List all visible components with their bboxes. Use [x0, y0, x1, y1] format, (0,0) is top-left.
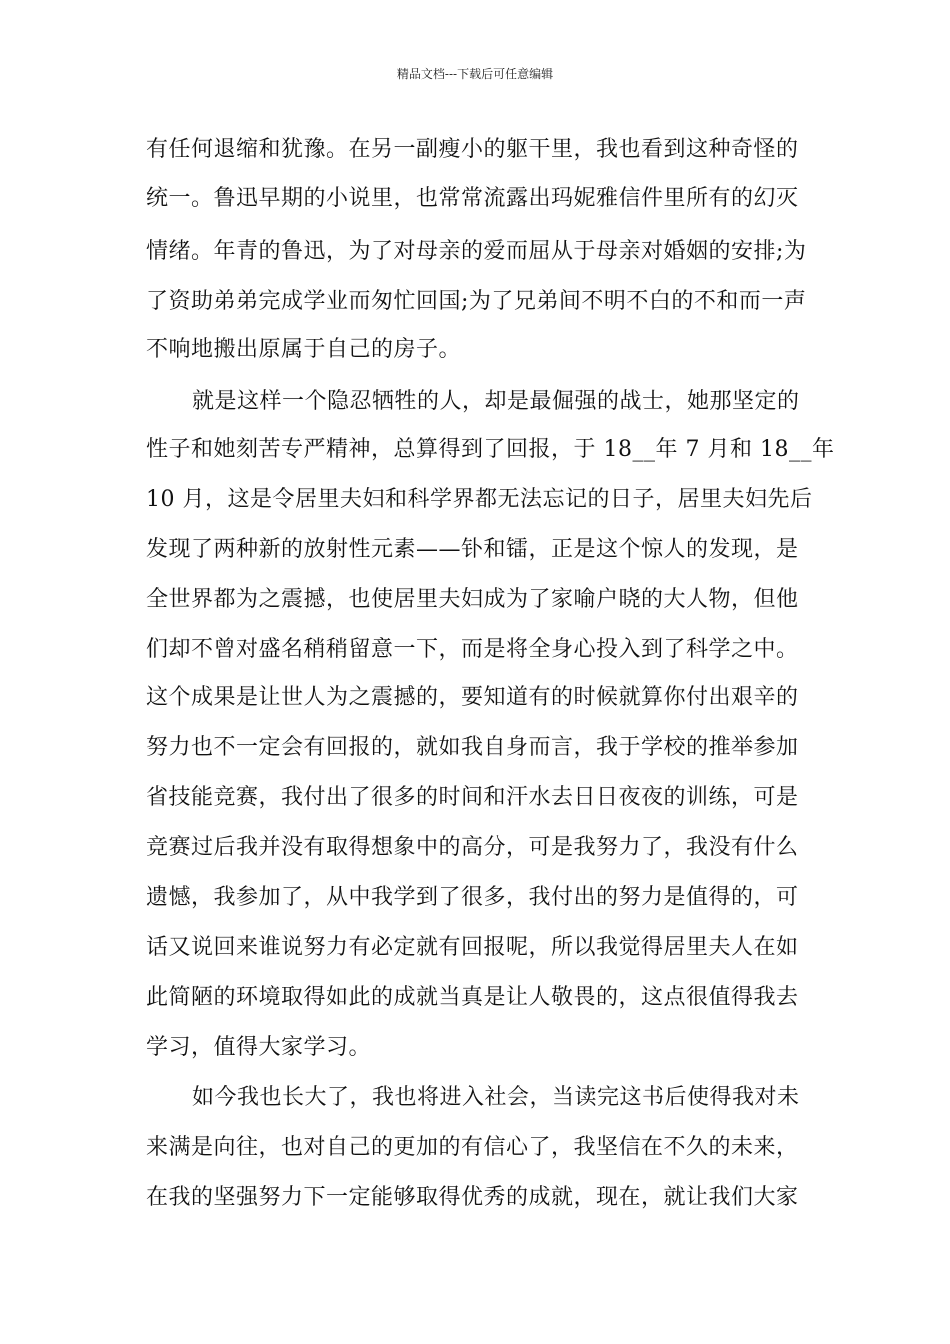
body-line: 在我的坚强努力下一定能够取得优秀的成就，现在，就让我们大家 — [146, 1185, 799, 1210]
body-line: 情绪。年青的鲁迅，为了对母亲的爱而屈从于母亲对婚姻的安排;为 — [146, 239, 807, 264]
body-line: 统一。鲁迅早期的小说里，也常常流露出玛妮雅信件里所有的幻灭 — [146, 186, 799, 211]
paragraph-start-line: 如今我也长大了，我也将进入社会，当读完这书后使得我对未 — [192, 1085, 800, 1110]
paragraph-start-line: 就是这样一个隐忍牺牲的人，却是最倔强的战士，她那坚定的 — [192, 389, 800, 414]
body-line: 这个成果是让世人为之震撼的，要知道有的时候就算你付出艰辛的 — [146, 685, 799, 710]
body-line: 们却不曾对盛名稍稍留意一下，而是将全身心投入到了科学之中。 — [146, 637, 799, 662]
body-line: 此简陋的环境取得如此的成就当真是让人敬畏的，这点很值得我去 — [146, 985, 799, 1010]
body-line: 了资助弟弟完成学业而匆忙回国;为了兄弟间不明不白的不和而一声 — [146, 289, 807, 314]
body-line: 发现了两种新的放射性元素——钋和镭，正是这个惊人的发现，是 — [146, 537, 799, 562]
body-line: 有任何退缩和犹豫。在另一副瘦小的躯干里，我也看到这种奇怪的 — [146, 137, 799, 162]
body-line: 竞赛过后我并没有取得想象中的高分，可是我努力了，我没有什么 — [146, 835, 799, 860]
body-line: 全世界都为之震撼，也使居里夫妇成为了家喻户晓的大人物，但他 — [146, 587, 799, 612]
body-line: 10 月，这是令居里夫妇和科学界都无法忘记的日子，居里夫妇先后 — [146, 487, 813, 512]
body-line: 来满是向往，也对自己的更加的有信心了，我坚信在不久的未来， — [146, 1135, 799, 1160]
body-line: 学习，值得大家学习。 — [146, 1035, 372, 1060]
body-line: 省技能竞赛，我付出了很多的时间和汗水去日日夜夜的训练，可是 — [146, 785, 799, 810]
body-line: 遗憾，我参加了，从中我学到了很多，我付出的努力是值得的，可 — [146, 885, 799, 910]
body-line: 努力也不一定会有回报的，就如我自身而言，我于学校的推举参加 — [146, 735, 799, 760]
page-header: 精品文档---下载后可任意编辑 — [396, 67, 554, 81]
body-line: 不响地搬出原属于自己的房子。 — [146, 337, 462, 362]
body-line: 话又说回来谁说努力有必定就有回报呢，所以我觉得居里夫人在如 — [146, 935, 799, 960]
body-line: 性子和她刻苦专严精神，总算得到了回报，于 18__年 7 月和 18__年 — [146, 437, 835, 462]
